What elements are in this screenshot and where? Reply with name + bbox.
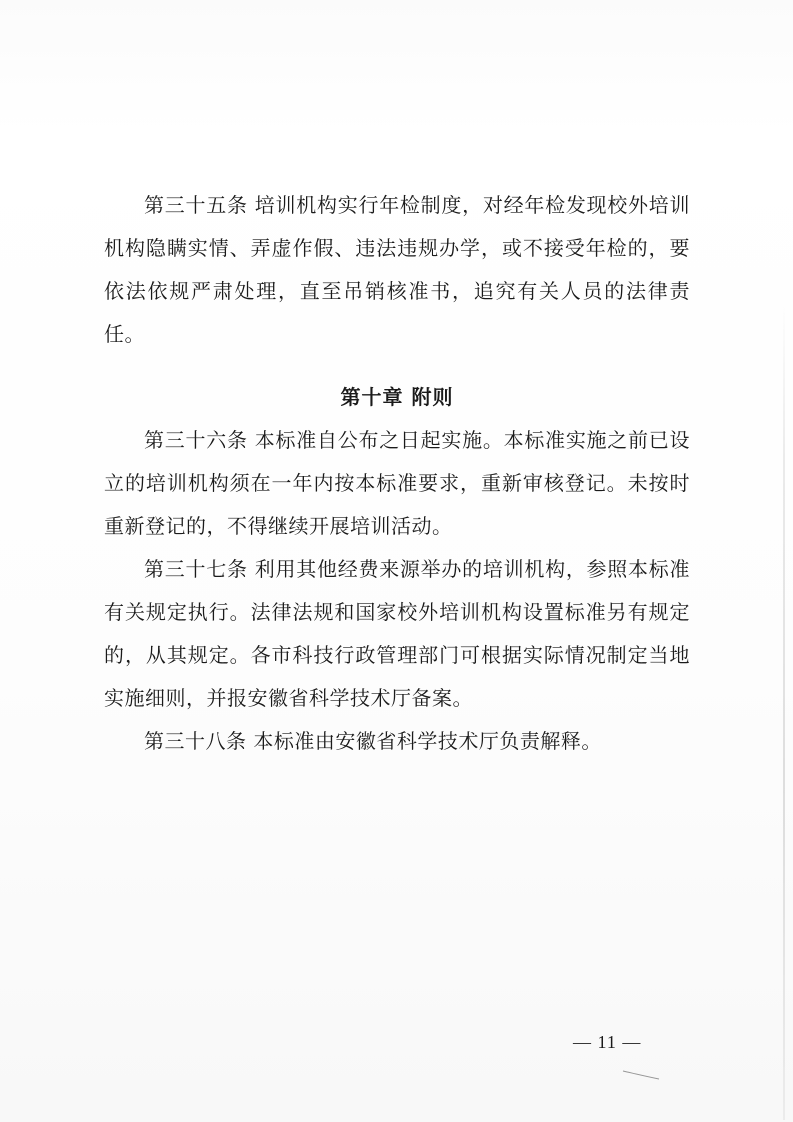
scan-edge-shadow bbox=[783, 300, 785, 1120]
chapter-heading: 第十章 附则 bbox=[340, 385, 454, 409]
article-37-paragraph: 第三十七条 利用其他经费来源举办的培训机构，参照本标准有关规定执行。法律法规和国家校外培训机构设置标准另有规定的，从其规定。各市科技行政管理部门可根据实际情况制定当地实施细则，并报安徽省科学技术厅备案。 bbox=[104, 557, 690, 710]
page-number: — 11 — bbox=[573, 1032, 642, 1052]
article-35-paragraph: 第三十五条 培训机构实行年检制度，对经年检发现校外培训机构隐瞒实情、弄虚作假、违法违规办学，或不接受年检的，要依法依规严肃处理，直至吊销核准书，追究有关人员的法律责任。 bbox=[104, 193, 690, 346]
article-38-paragraph: 第三十八条 本标准由安徽省科学技术厅负责解释。 bbox=[144, 729, 602, 753]
article-36-paragraph: 第三十六条 本标准自公布之日起实施。本标准实施之前已设立的培训机构须在一年内按本标准要求，重新审核登记。未按时重新登记的，不得继续开展培训活动。 bbox=[104, 428, 690, 538]
pen-mark-icon bbox=[622, 1068, 660, 1080]
document-body bbox=[104, 184, 690, 763]
